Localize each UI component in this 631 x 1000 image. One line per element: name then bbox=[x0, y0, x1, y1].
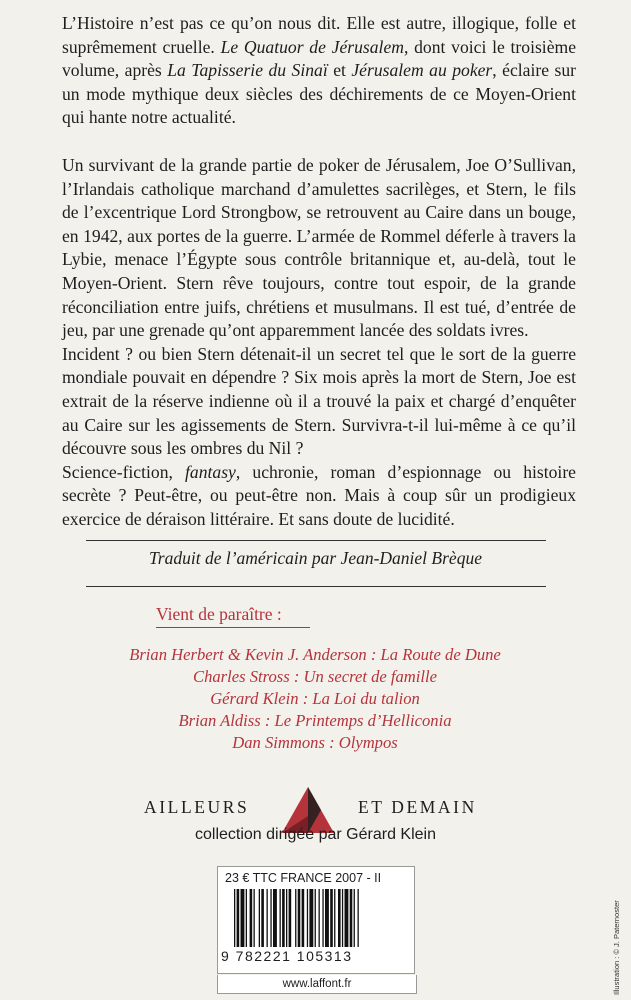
blurb-p1-title-3: Jérusalem au poker bbox=[351, 60, 493, 81]
blurb-p1-text-3: et bbox=[327, 60, 352, 81]
blurb-paragraph-4 bbox=[62, 461, 576, 532]
blurb-paragraph-1 bbox=[62, 12, 576, 130]
blurb-p1-text-4: , éclaire sur un mode mythique deux siècles des déchirements de ce Moyen-Orient qui hante notre actualité. bbox=[62, 60, 576, 128]
barcode-block bbox=[217, 866, 415, 974]
blurb-p1-title-1: Le Quatuor de Jérusalem bbox=[220, 36, 404, 57]
recent-release-item: Gérard Klein : La Loi du talion bbox=[210, 689, 420, 708]
blurb-p4-text: Science-fiction, bbox=[62, 461, 186, 482]
blurb-p1-text-2: , dont voici le troisième volume, après bbox=[62, 36, 577, 81]
blurb-p1-title-2: La Tapisserie du Sinaï bbox=[167, 60, 328, 81]
recent-release-item: Brian Herbert & Kevin J. Anderson : La Route de Dune bbox=[129, 645, 501, 664]
blurb bbox=[62, 12, 576, 531]
collection-name-left: AILLEURS bbox=[144, 797, 250, 817]
recent-releases-list bbox=[60, 644, 570, 754]
recent-releases-title: Vient de paraître : bbox=[156, 604, 282, 624]
blurb-p4-text-2: , uchronie, roman d’espionnage ou histoire secrète ? Peut-être, ou peut-être non. Mais à coup sûr un prodigieux exercice de déraison littéraire. Et sans doute de lucidité. bbox=[62, 461, 576, 529]
blurb-p1-text: L’Histoire n’est pas ce qu’on nous dit. Elle est autre, illogique, folle et suprêmement cruelle. bbox=[62, 13, 576, 57]
blurb-p4-fantasy: fantasy bbox=[185, 461, 236, 482]
publisher-website: www.laffont.fr bbox=[217, 975, 417, 994]
divider-bottom bbox=[86, 586, 546, 587]
translator-credit: Traduit de l’américain par Jean-Daniel Brèque bbox=[149, 548, 482, 568]
collection-name-right: ET DEMAIN bbox=[358, 797, 477, 817]
blurb-paragraph-2: Un survivant de la grande partie de poker de Jérusalem, Joe O’Sullivan, l’Irlandais catholique marchand d’amulettes sacrilèges, et Stern, le fils de l’excentrique Lord Strongbow, se retrouvent au Caire dans un bouge, en 1942, aux portes de la guerre. L’armée de Rommel déferle à travers la Lybie, menace l’Égypte sous contrôle britannique et, au-delà, tout le Moyen-Orient. Stern rêve toujours, contre tout espoir, de la grande réconciliation entre juifs, chrétiens et musulmans. Il est tué, d’entrée de jeu, par une grenade qu’ont apparemment lancée des soldats ivres. bbox=[62, 154, 576, 341]
barcode-icon bbox=[234, 889, 398, 947]
divider-top bbox=[86, 540, 546, 541]
recent-release-item: Charles Stross : Un secret de famille bbox=[193, 667, 437, 686]
blurb-paragraph-3: Incident ? ou bien Stern détenait-il un secret tel que le sort de la guerre mondiale pouvait en dépendre ? Six mois après la mort de Stern, Joe est extrait de la réserve indienne où il a trouvé la paix et chargé d’enquêter au Caire sur les agissements de Stern. Survivra-t-il lui-même à ce qu’il découvre sous les ombres du Nil ? bbox=[62, 343, 576, 459]
recent-release-item: Brian Aldiss : Le Printemps d’Helliconia bbox=[178, 711, 452, 730]
recent-release-item: Dan Simmons : Olympos bbox=[232, 733, 398, 752]
isbn-digits: 9 782221 105313 bbox=[221, 948, 353, 964]
recent-releases-underline bbox=[156, 627, 310, 628]
collection-director: collection dirigée par Gérard Klein bbox=[194, 826, 436, 843]
price-label: 23 € TTC FRANCE 2007 - II bbox=[225, 871, 382, 885]
illustration-credit: Illustration : © J. Paternoster bbox=[612, 900, 621, 995]
